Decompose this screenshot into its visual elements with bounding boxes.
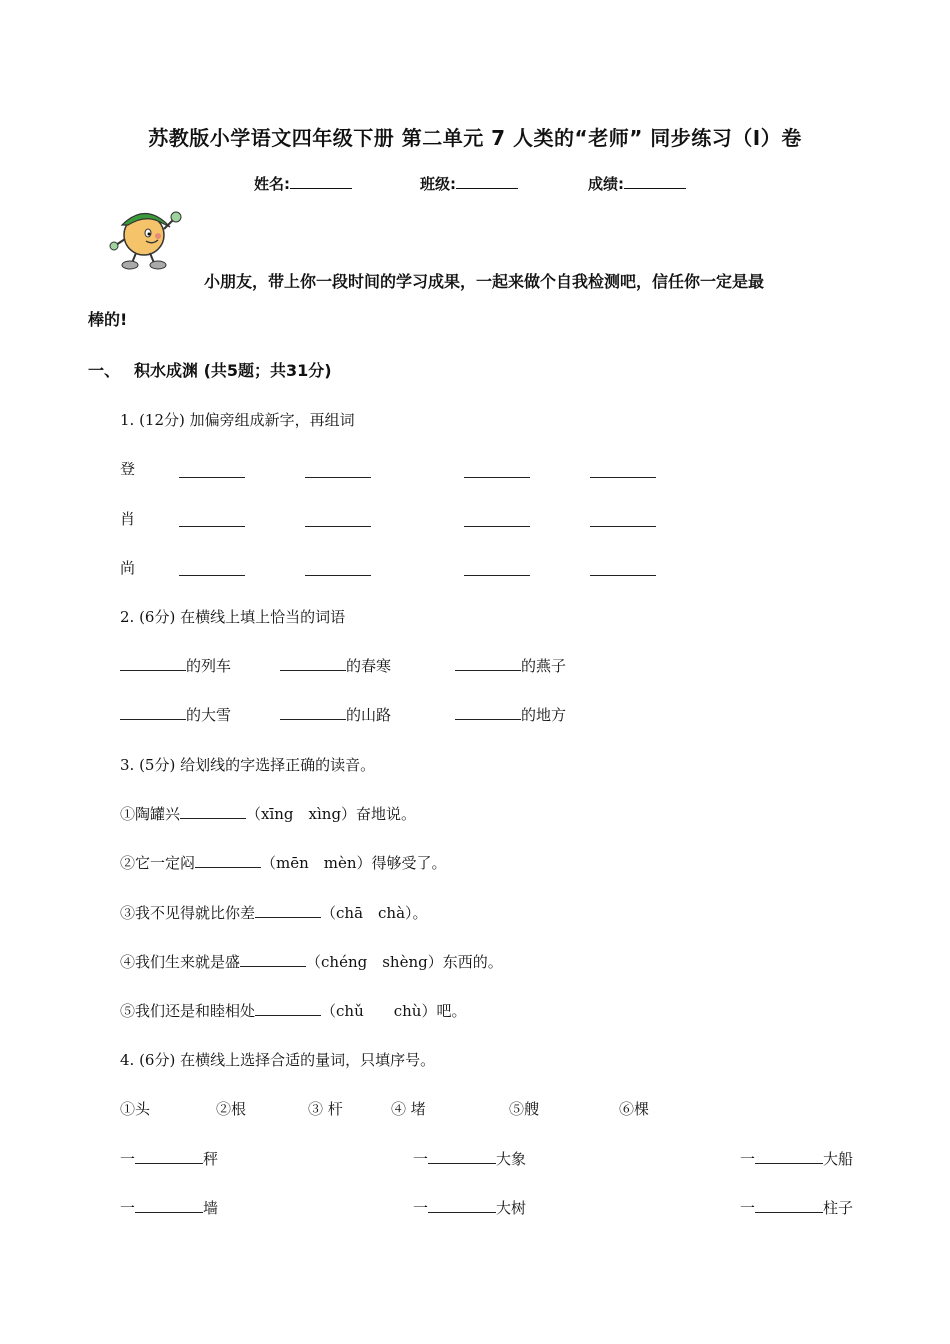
- q4-item-text: 大象: [496, 1150, 527, 1168]
- answer-blank[interactable]: [590, 560, 656, 576]
- q4-option: ⑥棵: [619, 1100, 650, 1118]
- q4-item: [740, 1197, 853, 1218]
- q4-prefix: 一: [413, 1150, 429, 1168]
- q4-prefix: 一: [120, 1150, 136, 1168]
- answer-blank[interactable]: [305, 462, 371, 478]
- class-label: 班级:: [420, 175, 456, 193]
- score-blank[interactable]: [624, 174, 686, 189]
- page-title: 苏教版小学语文四年级下册 第二单元 7 人类的“老师” 同步练习（I）卷: [148, 126, 802, 150]
- q3-item: [120, 803, 416, 824]
- answer-blank[interactable]: [255, 902, 321, 918]
- cartoon-boy-mascot-icon: [108, 205, 188, 271]
- q3-item-post: （chǔ chù）吧。: [321, 1002, 467, 1020]
- answer-blank[interactable]: [135, 1148, 203, 1164]
- q3-item-pre: ⑤我们还是和睦相处: [120, 1002, 256, 1020]
- answer-blank[interactable]: [590, 462, 656, 478]
- q4-item-text: 秤: [203, 1150, 219, 1168]
- q4-item: [413, 1148, 526, 1169]
- q1-stem: 1. (12分) 加偏旁组成新字，再组词: [120, 411, 355, 429]
- q3-item-pre: ③我不见得就比你差: [120, 904, 256, 922]
- q4-item: [413, 1197, 526, 1218]
- q4-option: ①头: [120, 1100, 151, 1118]
- q3-item-pre: ①陶罐兴: [120, 805, 181, 823]
- q3-item-post: （xīng xìng）奋地说。: [246, 805, 417, 823]
- q3-item: [120, 1000, 466, 1021]
- q3-item-pre: ②它一定闷: [120, 854, 196, 872]
- q4-stem: 4. (6分) 在横线上选择合适的量词，只填序号。: [120, 1051, 436, 1069]
- q3-item-pre: ④我们生来就是盛: [120, 953, 241, 971]
- q2-item-text: 的山路: [346, 706, 392, 724]
- answer-blank[interactable]: [590, 511, 656, 527]
- answer-blank[interactable]: [305, 560, 371, 576]
- name-label: 姓名:: [254, 175, 290, 193]
- answer-blank[interactable]: [455, 704, 521, 720]
- q4-item: [120, 1148, 218, 1169]
- answer-blank[interactable]: [195, 852, 261, 868]
- answer-blank[interactable]: [120, 655, 186, 671]
- q4-option: ⑤艘: [509, 1100, 540, 1118]
- q3-item: [120, 951, 503, 972]
- section-heading-number: 一、: [88, 361, 121, 380]
- q1-char-1: 登: [120, 460, 136, 478]
- q3-item-post: （mēn mèn）得够受了。: [261, 854, 447, 872]
- q3-item: [120, 902, 428, 923]
- answer-blank[interactable]: [180, 803, 246, 819]
- q2-item-text: 的燕子: [521, 657, 567, 675]
- q2-item: [280, 655, 391, 676]
- answer-blank[interactable]: [280, 704, 346, 720]
- intro-line-1: 小朋友，带上你一段时间的学习成果，一起来做个自我检测吧，信任你一定是最: [204, 272, 765, 291]
- score-field[interactable]: [588, 173, 686, 194]
- name-field[interactable]: [254, 173, 352, 194]
- q1-char-2: 肖: [120, 510, 136, 528]
- q2-item: [280, 704, 391, 725]
- answer-blank[interactable]: [179, 560, 245, 576]
- answer-blank[interactable]: [464, 560, 530, 576]
- score-label: 成绩:: [588, 175, 624, 193]
- q4-prefix: 一: [740, 1150, 756, 1168]
- q2-item-text: 的春寒: [346, 657, 392, 675]
- answer-blank[interactable]: [755, 1197, 823, 1213]
- answer-blank[interactable]: [135, 1197, 203, 1213]
- q4-prefix: 一: [740, 1199, 756, 1217]
- q4-item-text: 大船: [823, 1150, 854, 1168]
- answer-blank[interactable]: [755, 1148, 823, 1164]
- name-blank[interactable]: [290, 174, 352, 189]
- answer-blank[interactable]: [255, 1000, 321, 1016]
- q4-item: [740, 1148, 853, 1169]
- answer-blank[interactable]: [464, 462, 530, 478]
- q4-prefix: 一: [413, 1199, 429, 1217]
- answer-blank[interactable]: [120, 704, 186, 720]
- q4-item-text: 大树: [496, 1199, 527, 1217]
- q2-item-text: 的大雪: [186, 706, 232, 724]
- q2-item: [120, 704, 231, 725]
- q3-stem: 3. (5分) 给划线的字选择正确的读音。: [120, 756, 376, 774]
- q1-char-3: 尚: [120, 559, 136, 577]
- q4-option: ③ 杆: [308, 1100, 343, 1118]
- class-blank[interactable]: [456, 174, 518, 189]
- q2-item: [455, 655, 566, 676]
- answer-blank[interactable]: [428, 1148, 496, 1164]
- answer-blank[interactable]: [464, 511, 530, 527]
- answer-blank[interactable]: [428, 1197, 496, 1213]
- q4-item-text: 墙: [203, 1199, 219, 1217]
- answer-blank[interactable]: [179, 462, 245, 478]
- answer-blank[interactable]: [305, 511, 371, 527]
- answer-blank[interactable]: [455, 655, 521, 671]
- q4-option: ④ 堵: [391, 1100, 426, 1118]
- q2-item-text: 的地方: [521, 706, 567, 724]
- intro-line-2: 棒的!: [88, 310, 128, 329]
- q4-option: ②根: [216, 1100, 247, 1118]
- q2-stem: 2. (6分) 在横线上填上恰当的词语: [120, 608, 346, 626]
- answer-blank[interactable]: [179, 511, 245, 527]
- q2-item-text: 的列车: [186, 657, 232, 675]
- q2-item: [455, 704, 566, 725]
- q4-item-text: 柱子: [823, 1199, 854, 1217]
- section-heading: 积水成渊 (共5题；共31分): [134, 361, 332, 380]
- q3-item: [120, 852, 447, 873]
- q4-item: [120, 1197, 218, 1218]
- q4-prefix: 一: [120, 1199, 136, 1217]
- q3-item-post: （chā chà）。: [321, 904, 428, 922]
- answer-blank[interactable]: [240, 951, 306, 967]
- answer-blank[interactable]: [280, 655, 346, 671]
- class-field[interactable]: [420, 173, 518, 194]
- q2-item: [120, 655, 231, 676]
- q3-item-post: （chéng shèng）东西的。: [306, 953, 503, 971]
